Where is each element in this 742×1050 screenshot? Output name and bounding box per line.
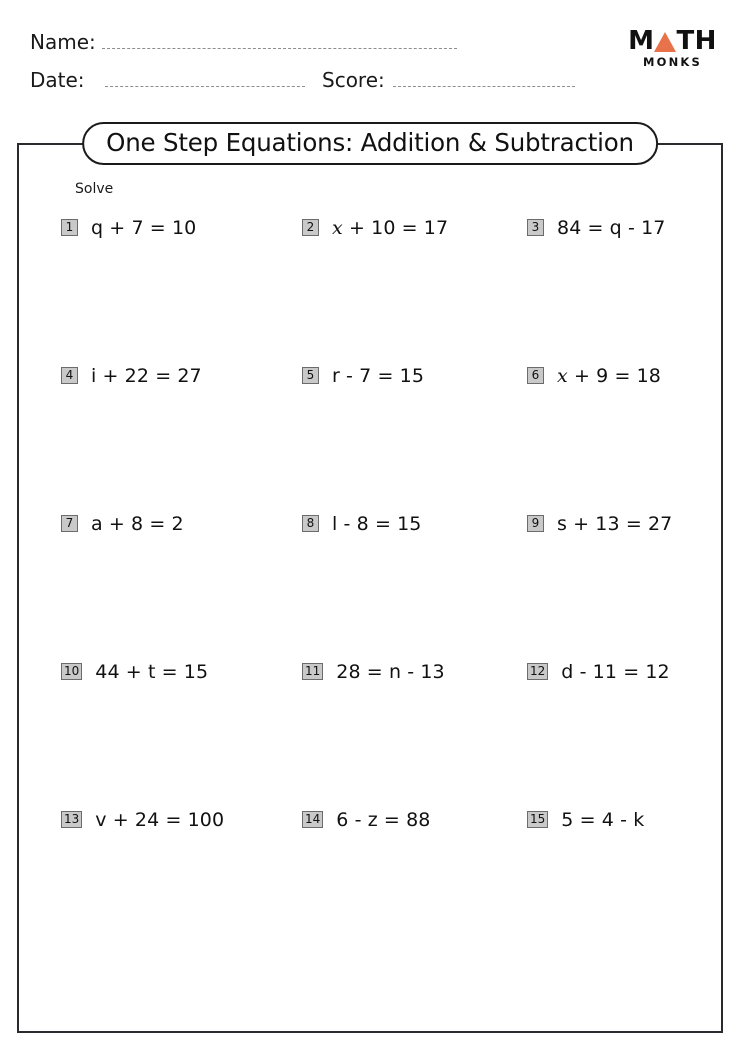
problem-item[interactable] xyxy=(61,809,224,831)
problem-number-badge: 6 xyxy=(527,367,544,384)
problem-equation: r - 7 = 15 xyxy=(332,365,425,387)
problem-number-badge: 1 xyxy=(61,219,78,236)
problem-item[interactable] xyxy=(302,217,448,239)
score-input-blank[interactable] xyxy=(393,70,575,87)
problem-row xyxy=(19,809,721,957)
date-label: Date: xyxy=(30,68,85,92)
problem-row xyxy=(19,661,721,809)
problem-item[interactable] xyxy=(527,217,665,239)
problem-equation xyxy=(332,217,448,239)
problem-equation: d - 11 = 12 xyxy=(561,661,670,683)
problem-item[interactable] xyxy=(302,661,445,683)
problem-equation: l - 8 = 15 xyxy=(332,513,422,535)
problem-number-badge: 2 xyxy=(302,219,319,236)
problem-item[interactable] xyxy=(527,365,661,387)
worksheet-title-pill xyxy=(82,122,658,165)
problem-equation: a + 8 = 2 xyxy=(91,513,184,535)
problem-number-badge: 7 xyxy=(61,515,78,532)
problem-number-badge: 3 xyxy=(527,219,544,236)
problem-equation: s + 13 = 27 xyxy=(557,513,673,535)
problem-row xyxy=(19,217,721,365)
problem-equation: i + 22 = 27 xyxy=(91,365,202,387)
worksheet-header xyxy=(0,0,742,118)
problem-equation: 44 + t = 15 xyxy=(95,661,209,683)
name-input-blank[interactable] xyxy=(102,32,457,49)
problem-number-badge: 11 xyxy=(302,663,323,680)
logo-letter-m: M xyxy=(628,26,655,56)
logo-letters-th: TH xyxy=(676,26,717,56)
problem-number-badge: 5 xyxy=(302,367,319,384)
equation-rest: + 10 = 17 xyxy=(342,217,449,239)
problem-equation xyxy=(557,365,661,387)
problem-item[interactable] xyxy=(302,365,424,387)
problem-number-badge: 4 xyxy=(61,367,78,384)
problem-item[interactable] xyxy=(302,809,430,831)
problem-equation: v + 24 = 100 xyxy=(95,809,225,831)
problem-item[interactable] xyxy=(527,661,670,683)
date-input-blank[interactable] xyxy=(105,70,305,87)
problem-row xyxy=(19,513,721,661)
problem-equation: 28 = n - 13 xyxy=(336,661,445,683)
problem-number-badge: 10 xyxy=(61,663,82,680)
problem-number-badge: 14 xyxy=(302,811,323,828)
problem-number-badge: 15 xyxy=(527,811,548,828)
name-label: Name: xyxy=(30,30,96,54)
problem-number-badge: 8 xyxy=(302,515,319,532)
equation-variable: x xyxy=(332,217,343,239)
equation-variable: x xyxy=(557,365,568,387)
score-field-row xyxy=(322,68,575,92)
problem-item[interactable] xyxy=(61,365,202,387)
problem-grid xyxy=(19,217,721,957)
name-field-row xyxy=(30,30,457,54)
problem-item[interactable] xyxy=(302,513,421,535)
logo-subtitle: MONKS xyxy=(642,55,703,69)
problem-equation: 84 = q - 17 xyxy=(557,217,666,239)
problem-item[interactable] xyxy=(61,661,208,683)
problem-row xyxy=(19,365,721,513)
score-label: Score: xyxy=(322,68,385,92)
instruction-text: Solve xyxy=(75,181,114,197)
date-field-row xyxy=(30,68,305,92)
problem-number-badge: 12 xyxy=(527,663,548,680)
mathmonks-logo xyxy=(625,28,720,69)
problem-item[interactable] xyxy=(61,513,184,535)
equation-rest: + 9 = 18 xyxy=(567,365,661,387)
worksheet-body-box xyxy=(17,128,723,1033)
problem-equation: q + 7 = 10 xyxy=(91,217,197,239)
logo-wordmark xyxy=(625,28,720,54)
problem-item[interactable] xyxy=(527,513,672,535)
problem-item[interactable] xyxy=(527,809,644,831)
problem-number-badge: 13 xyxy=(61,811,82,828)
page-title: One Step Equations: Addition & Subtraction xyxy=(106,128,634,157)
problem-number-badge: 9 xyxy=(527,515,544,532)
triangle-icon xyxy=(654,32,676,52)
problem-equation: 5 = 4 - k xyxy=(561,809,645,831)
problem-item[interactable] xyxy=(61,217,196,239)
problem-equation: 6 - z = 88 xyxy=(336,809,431,831)
